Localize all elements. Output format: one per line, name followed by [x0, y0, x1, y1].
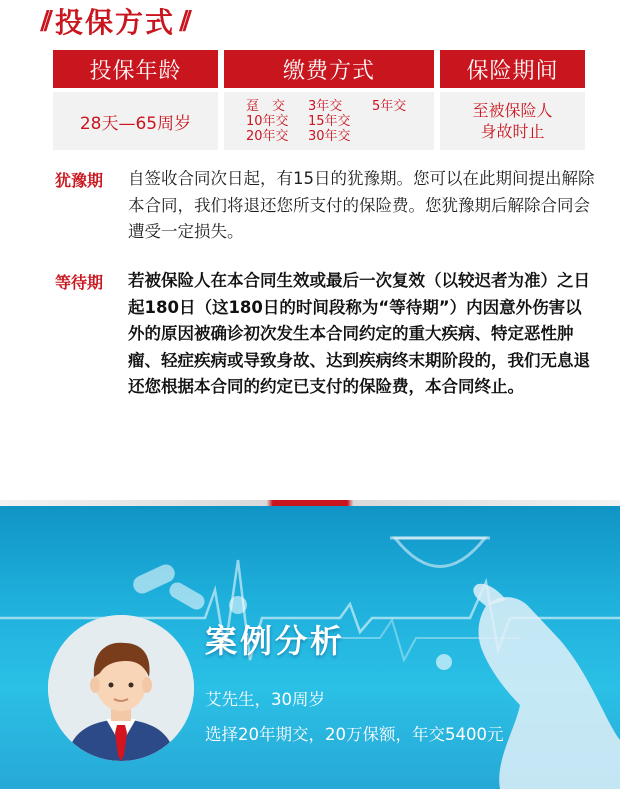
payment-option: 10年交 — [246, 113, 289, 129]
slash-decoration-icon: // — [179, 6, 187, 36]
payment-option: 3年交 — [308, 98, 343, 114]
person-avatar-icon — [48, 615, 194, 761]
section-label: 等待期 — [55, 273, 104, 292]
section-text: 自签收合同次日起，有15日的犹豫期。您可以在此期间提出解除本合同，我们将退还您所支付的保险费。您犹豫期后解除合同会遭受一定损失。 — [128, 169, 595, 241]
section-header — [40, 0, 186, 42]
case-title: 案例分析 — [205, 622, 346, 660]
term-line: 身故时止 — [480, 122, 545, 141]
slash-decoration-icon: // — [40, 6, 47, 36]
cell-payment — [224, 92, 434, 150]
term-line: 至被保险人 — [472, 101, 553, 120]
header-age: 投保年龄 — [53, 50, 218, 88]
waiting-period-section — [55, 268, 595, 401]
payment-option: 20年交 — [246, 128, 289, 144]
section-text: 若被保险人在本合同生效或最后一次复效（以较迟者为准）之日起180日（这180日的时间段称为“等待期”）内因意外伤害以外的原因被确诊初次发生本合同约定的重大疾病、特定恶性肿瘤、轻症疾病或导致身故、达到疾病终末期阶段的，我们无息退还您根据本合同的约定已支付的保险费，本合同终止。 — [128, 271, 590, 396]
insurance-table — [53, 50, 585, 150]
header-payment: 缴费方式 — [224, 50, 434, 88]
avatar — [48, 615, 194, 761]
case-banner — [0, 500, 620, 789]
case-detail: 选择20年期交，20万保额，年交5400元 — [205, 725, 504, 744]
section-label: 犹豫期 — [55, 171, 104, 190]
payment-option: 15年交 — [308, 113, 351, 129]
cooling-off-section — [55, 166, 595, 246]
table-row — [53, 92, 585, 150]
header-term: 保险期间 — [440, 50, 585, 88]
table-header-row — [53, 50, 585, 88]
payment-options — [246, 99, 412, 144]
case-person: 艾先生，30周岁 — [205, 690, 325, 709]
cell-term — [440, 92, 585, 150]
cell-age: 28天—65周岁 — [53, 92, 218, 150]
payment-option: 30年交 — [308, 128, 351, 144]
page-title: 投保方式 — [55, 6, 176, 39]
payment-option: 5年交 — [372, 98, 407, 114]
payment-option: 趸 交 — [246, 98, 286, 114]
